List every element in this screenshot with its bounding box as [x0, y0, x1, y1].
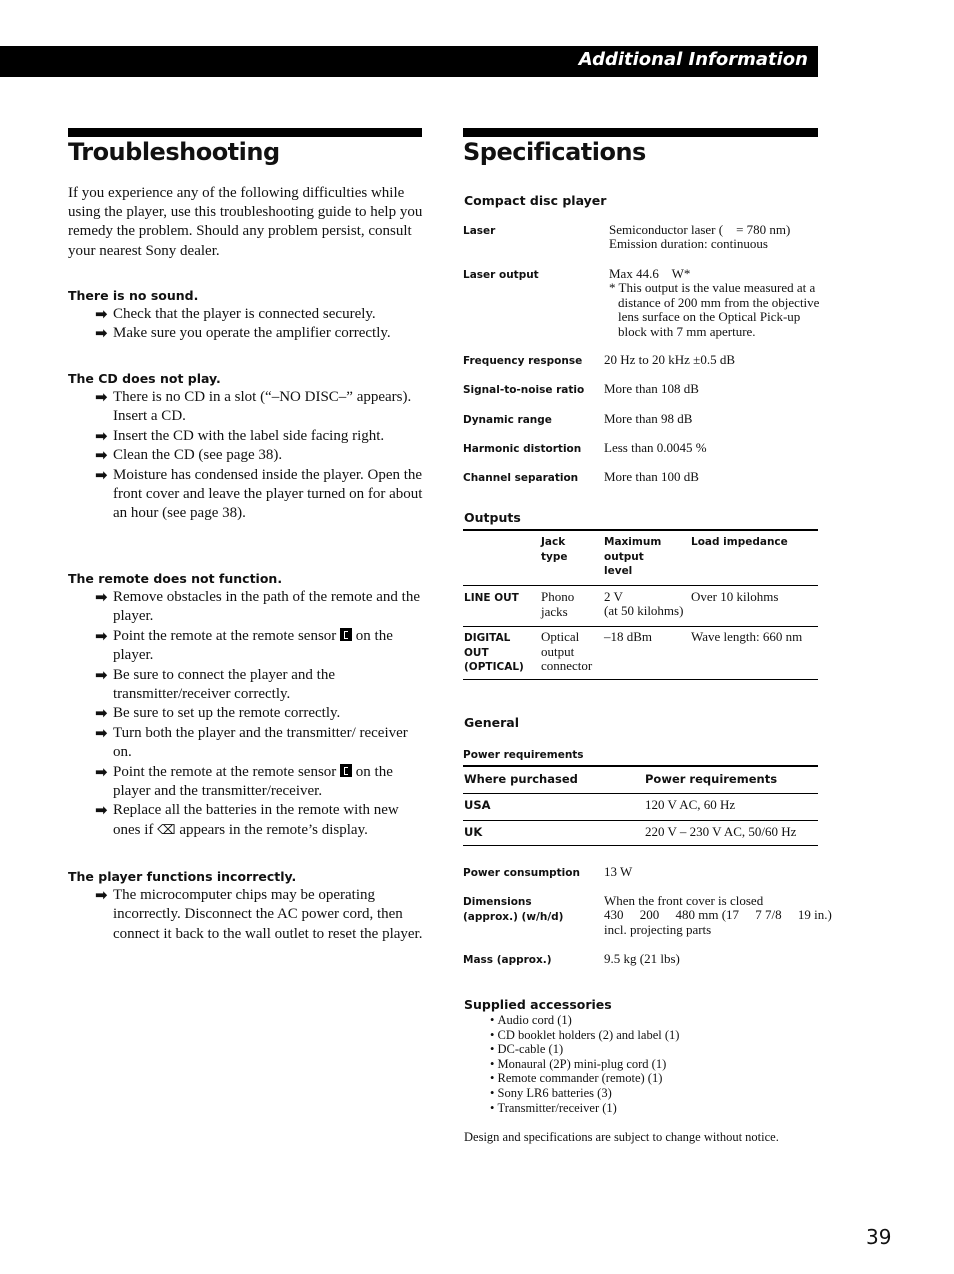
- list-item: • Audio cord (1): [490, 1013, 679, 1028]
- list-item: • Monaural (2P) mini-plug cord (1): [490, 1057, 679, 1072]
- outputs-cell-level: –18 dBm: [604, 629, 653, 644]
- list-item: ➡ Check that the player is connected securely.: [95, 305, 376, 323]
- spec-value-dimensions: When the front cover is closed: [604, 893, 764, 908]
- outputs-col-jack: Jack type: [541, 536, 568, 563]
- arrow-icon: ➡: [95, 465, 108, 484]
- spec-label-channel: Channel separation: [463, 472, 579, 484]
- spec-value-mass: 9.5 kg (21 lbs): [604, 951, 680, 966]
- list-item: ➡ Insert the CD with the label side facing right.: [95, 426, 385, 445]
- spec-value-harmonic: Less than 0.0045 %: [604, 440, 707, 455]
- arrow-icon: ➡: [95, 388, 108, 406]
- troubleshooting-intro: If you experience any of the following difficulties while using the player, use this troubleshooting guide to help you remedy the problem. Should any problem persist, consult your nearest Sony dealer.: [68, 185, 423, 259]
- arrow-icon: ➡: [95, 426, 108, 445]
- arrow-icon: ➡: [95, 305, 108, 323]
- power-col-req: Power requirements: [645, 772, 778, 786]
- spec-value-snr: More than 108 dB: [604, 381, 699, 396]
- spec-label-dynamic: Dynamic range: [463, 414, 552, 426]
- arrow-icon: ➡: [95, 723, 108, 742]
- list-item: ➡ Clean the CD (see page 38).: [95, 446, 283, 465]
- ts-heading-remote: The remote does not function.: [68, 571, 283, 586]
- power-table-top-rule: [463, 765, 818, 767]
- remote-sensor-icon: [340, 628, 352, 641]
- spec-value-freq: 20 Hz to 20 kHz ±0.5 dB: [604, 352, 735, 367]
- list-item: • Sony LR6 batteries (3): [490, 1086, 679, 1101]
- arrow-icon: ➡: [95, 626, 108, 645]
- list-item: ➡ Turn both the player and the transmitter/ receiver on.: [95, 723, 408, 761]
- header-bar: [0, 46, 818, 77]
- battery-empty-icon: ⌫: [157, 822, 176, 838]
- outputs-cell-level: 2 V: [604, 589, 623, 604]
- spec-label-power-consumption: Power consumption: [463, 867, 580, 879]
- list-item: ➡ Be sure to connect the player and the transmitter/receiver correctly.: [95, 665, 335, 703]
- list-item: • Transmitter/receiver (1): [490, 1101, 679, 1116]
- outputs-table-bottom-rule: [463, 679, 818, 680]
- remote-sensor-icon: [340, 764, 352, 777]
- spec-label-laser-output: Laser output: [463, 269, 539, 281]
- outputs-cell-level-2: (at 50 kilohms): [604, 603, 684, 618]
- outputs-table-header-rule: [463, 585, 818, 586]
- spec-value-laser-output: Max 44.6 W*: [609, 266, 691, 281]
- power-cell-usa: 120 V AC, 60 Hz: [645, 797, 736, 812]
- outputs-table-top-rule: [463, 529, 818, 531]
- ts-list-remote: [95, 588, 425, 840]
- outputs-col-load: Load impedance: [691, 536, 788, 548]
- spec-value-power-consumption: 13 W: [604, 864, 633, 879]
- ts-list-incorrect: [95, 886, 425, 944]
- arrow-icon: ➡: [95, 704, 108, 723]
- general-heading: General: [464, 715, 519, 730]
- arrow-icon: ➡: [95, 665, 108, 684]
- outputs-cell-load: Over 10 kilohms: [691, 589, 779, 604]
- troubleshooting-title: Troubleshooting: [68, 138, 280, 166]
- spec-label-freq: Frequency response: [463, 355, 583, 367]
- outputs-row-digital-out: DIGITAL OUT (OPTICAL): [464, 632, 524, 673]
- spec-value-laser: Semiconductor laser ( = 780 nm): [609, 222, 791, 237]
- outputs-cell-jack: Optical output connector: [541, 629, 593, 673]
- list-item: ➡ Replace all the batteries in the remote with new ones if ⌫ appears in the remote’s display.: [95, 801, 399, 838]
- power-table-header-rule: [463, 793, 818, 794]
- list-item: ➡ Point the remote at the remote sensor on the player.: [95, 626, 393, 664]
- ts-heading-cd-not-play: The CD does not play.: [68, 371, 221, 386]
- outputs-heading: Outputs: [464, 510, 521, 525]
- list-item: • Remote commander (remote) (1): [490, 1071, 679, 1086]
- power-req-label: Power requirements: [463, 749, 584, 761]
- outputs-table-row-rule: [463, 626, 818, 627]
- list-item: ➡ There is no CD in a slot (“–NO DISC–” appears). Insert a CD.: [95, 388, 412, 425]
- list-item: ➡ Point the remote at the remote sensor on the player and the transmitter/receiver.: [95, 762, 393, 800]
- spec-label-laser: Laser: [463, 225, 496, 237]
- spec-value-channel: More than 100 dB: [604, 469, 699, 484]
- arrow-icon: ➡: [95, 324, 108, 343]
- ts-heading-no-sound: There is no sound.: [68, 288, 199, 303]
- specifications-rule: [463, 128, 818, 137]
- spec-value-dimensions-2: 430 200 480 mm (17 7 7/8 19 in.): [604, 907, 832, 922]
- cd-player-heading: Compact disc player: [464, 193, 607, 208]
- ts-heading-incorrect: The player functions incorrectly.: [68, 869, 297, 884]
- outputs-cell-jack: Phono jacks: [541, 589, 575, 619]
- specifications-title: Specifications: [463, 138, 646, 166]
- list-item: ➡ Be sure to set up the remote correctly.: [95, 704, 341, 723]
- arrow-icon: ➡: [95, 801, 108, 820]
- list-item: ➡ The microcomputer chips may be operating incorrectly. Disconnect the AC power cord, then connect it back to the wall outlet to reset the player.: [95, 886, 423, 942]
- accessories-heading: Supplied accessories: [464, 997, 612, 1012]
- spec-label-snr: Signal-to-noise ratio: [463, 384, 585, 396]
- specifications-footnote: Design and specifications are subject to change without notice.: [464, 1130, 779, 1144]
- power-row-uk: UK: [464, 825, 483, 839]
- outputs-row-line-out: LINE OUT: [464, 592, 519, 604]
- arrow-icon: ➡: [95, 446, 108, 465]
- arrow-icon: ➡: [95, 588, 108, 606]
- list-item: • CD booklet holders (2) and label (1): [490, 1028, 679, 1043]
- power-col-where: Where purchased: [464, 772, 578, 786]
- spec-note-laser-output: * This output is the value measured at a distance of 200 mm from the objective lens surface on the Optical Pick-up block with 7 mm aperture.: [609, 280, 820, 339]
- arrow-icon: ➡: [95, 886, 108, 904]
- troubleshooting-rule: [68, 128, 422, 137]
- arrow-icon: ➡: [95, 762, 108, 781]
- list-item: • DC-cable (1): [490, 1042, 679, 1057]
- spec-value-dynamic: More than 98 dB: [604, 411, 693, 426]
- power-row-usa: USA: [464, 798, 491, 812]
- ts-list-no-sound: [95, 305, 425, 344]
- list-item: ➡ Remove obstacles in the path of the remote and the player.: [95, 588, 420, 625]
- power-table-row-rule: [463, 820, 818, 821]
- outputs-cell-load: Wave length: 660 nm: [691, 629, 803, 644]
- section-title: Additional Information: [578, 49, 808, 70]
- accessories-list: [490, 1013, 679, 1115]
- spec-label-dimensions: Dimensions (approx.) (w/h/d): [463, 896, 564, 923]
- power-cell-uk: 220 V – 230 V AC, 50/60 Hz: [645, 824, 797, 839]
- page-number: 39: [866, 1225, 892, 1249]
- spec-value-dimensions-3: incl. projecting parts: [604, 922, 712, 937]
- list-item: ➡ Moisture has condensed inside the player. Open the front cover and leave the player turned on for about an hour (see page 38).: [95, 465, 423, 522]
- ts-list-cd-not-play: [95, 388, 425, 524]
- outputs-col-level: Maximum output level: [604, 536, 662, 577]
- spec-label-harmonic: Harmonic distortion: [463, 443, 582, 455]
- power-table-bottom-rule: [463, 845, 818, 846]
- spec-label-mass: Mass (approx.): [463, 954, 552, 966]
- list-item: ➡ Make sure you operate the amplifier correctly.: [95, 324, 391, 343]
- spec-value-laser-2: Emission duration: continuous: [609, 236, 768, 251]
